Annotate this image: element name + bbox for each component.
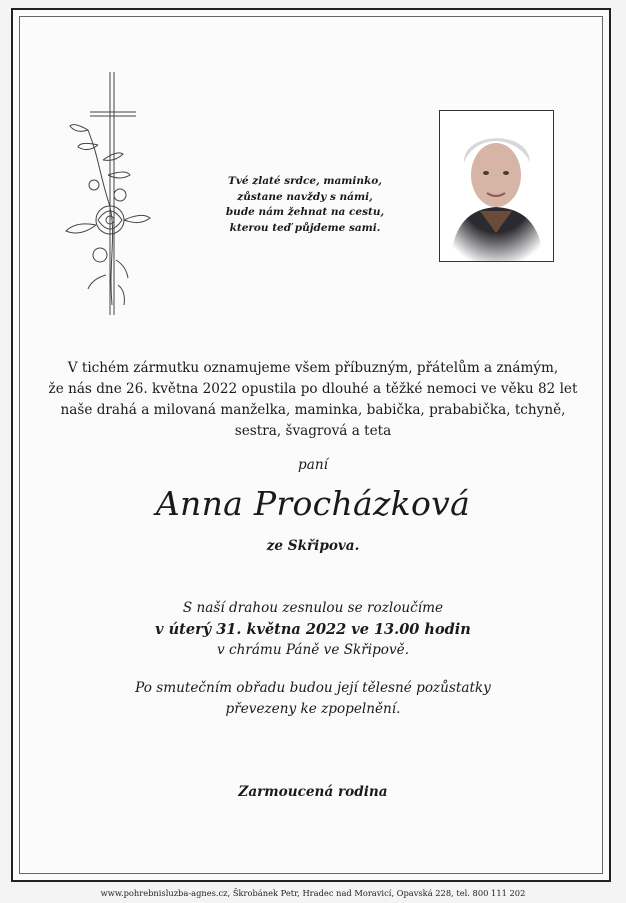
footer-contact: www.pohrebnisluzba-agnes.cz, Škrobánek Petr, Hradec nad Moravicí, Opavská 228, tel. 800 111 202 (100, 888, 526, 898)
announcement (40, 358, 586, 442)
verse-line: zůstane navždy s námi, (237, 190, 373, 203)
announcement-line: naše drahá a milovaná manželka, maminka, babička, prababička, tchyně, (60, 402, 566, 418)
after-ceremony-line: Po smutečním obřadu budou její tělesné pozůstatky (135, 680, 491, 696)
announcement-line: sestra, švagrová a teta (234, 423, 392, 439)
after-ceremony-line: převezeny ke zpopelnění. (225, 701, 401, 717)
signature: Zarmoucená rodina (238, 784, 388, 800)
portrait-illustration (440, 111, 553, 261)
funeral-intro: S naší drahou zesnulou se rozloučíme (182, 600, 444, 616)
funeral-location: v chrámu Páně ve Skřipově. (216, 642, 410, 658)
announcement-line: že nás dne 26. května 2022 opustila po dlouhé a těžké nemoci ve věku 82 let (48, 381, 578, 397)
announcement-line: V tichém zármutku oznamujeme všem příbuzným, přátelům a známým, (67, 360, 559, 376)
honorific: paní (298, 457, 328, 473)
verse-line: kterou teď půjdeme sami. (229, 221, 381, 234)
verse (190, 174, 420, 236)
funeral-datetime: v úterý 31. května 2022 ve 13.00 hodin (155, 621, 471, 638)
cross-with-flowers-icon (58, 60, 158, 320)
verse-line: Tvé zlaté srdce, maminko, (228, 175, 382, 187)
deceased-name: Anna Procházková (155, 484, 471, 523)
verse-line: bude nám žehnat na cestu, (225, 206, 385, 218)
origin: ze Skřipova. (266, 538, 360, 554)
funeral-info (40, 598, 586, 661)
portrait-photo (439, 110, 554, 262)
after-ceremony (40, 678, 586, 720)
